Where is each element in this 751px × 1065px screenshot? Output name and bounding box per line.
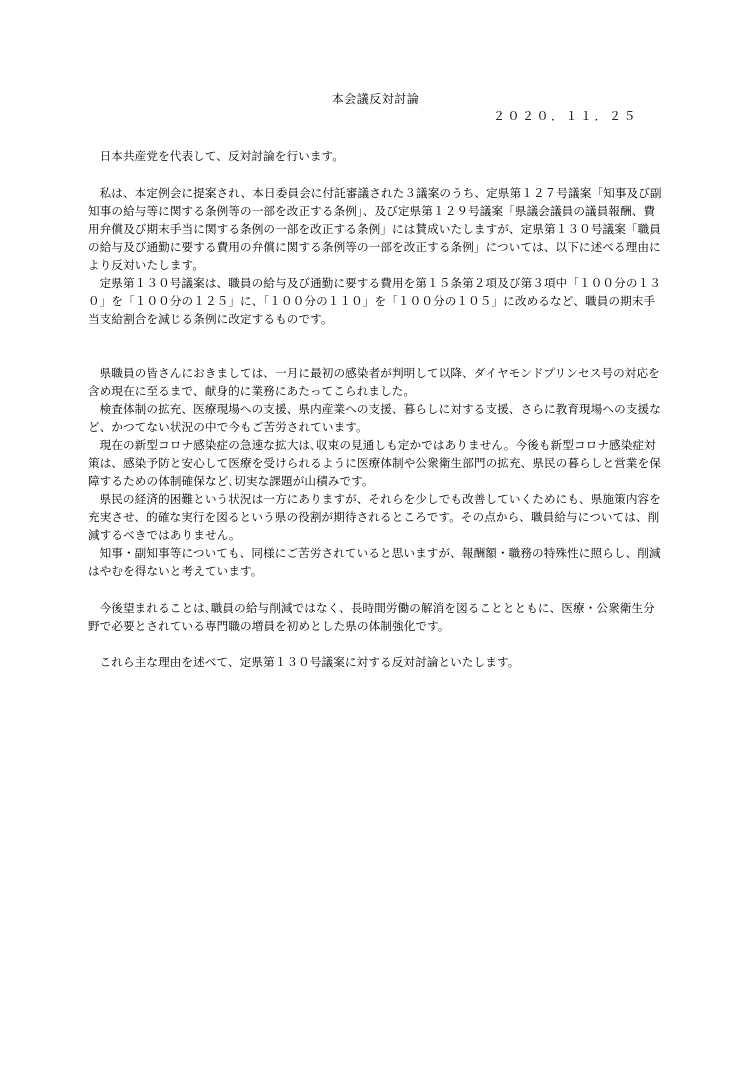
document-title: 本会議反対討論 <box>331 92 420 106</box>
paragraph-line: 知事・副知事等についても、同様にご苦労されていると思いますが、報酬額・職務の特殊性に照らし、削減はやむを得ないと考えています。 <box>88 546 661 578</box>
paragraph-line: 県職員の皆さんにおきましては、一月に最初の感染者が判明して以降、ダイヤモンドプリンセス号の対応を含め現在に至るまで、献身的に業務にあたってこられました。 <box>88 366 660 398</box>
paragraph-line: これら主な理由を述べて、定県第１３０号議案に対する反対討論といたします。 <box>99 655 520 669</box>
paragraph-line: 検査体制の拡充、医療現場への支援、県内産業への支援、暮らしに対する支援、さらに教育現場への支援など、かつてない状況の中で今もご苦労されています。 <box>88 402 661 434</box>
paragraph-bill-130-content <box>88 274 662 328</box>
intro-text: 日本共産党を代表して、反対討論を行います。 <box>99 149 345 163</box>
paragraph-line: 県民の経済的困難という状況は一方にありますが、それらを少しでも改善していくためにも、県施策内容を充実させ、的確な実行を図るという県の役割が期待されるところです。その点から、職員給与については、削減するべきではありません。 <box>88 492 661 542</box>
paragraph-supported-bills <box>88 184 662 274</box>
paragraph-staff-efforts <box>88 364 662 436</box>
intro-paragraph <box>88 147 662 165</box>
paragraph-line: 現在の新型コロナ感染症の急速な拡大は､収束の見通しも定かではありません。今後も新型コロナ感染症対策は、感染予防と安心して医療を受けられるように医療体制や公衆衛生部門の拡充、県民の暮らしと営業を保障するための体制確保など､切実な課題が山積みです。 <box>88 438 661 488</box>
paragraph-covid-situation <box>88 436 662 580</box>
document-date: ２０２０．１１．２５ <box>492 109 638 123</box>
paragraph-line: 定県第１３０号議案は、職員の給与及び通勤に要する費用を第１５条第２項及び第３項中「１００分の１３０」を「１００分の１２５」に、「１００分の１１０」を「１００分の１０５」に改めるなど、職員の期末手当支給割合を減じる条例に改定するものです。 <box>88 276 661 326</box>
paragraph-conclusion <box>88 653 662 671</box>
paragraph-line: 今後望まれることは､職員の給与削減ではなく、長時間労働の解消を図ることとともに、医療・公衆衛生分野で必要とされている専門職の増員を初めとした県の体制強化です。 <box>88 601 655 633</box>
paragraph-future-hopes <box>88 599 662 635</box>
paragraph-line: 私は、本定例会に提案され、本日委員会に付託審議された３議案のうち、定県第１２７号議案「知事及び副知事の給与等に関する条例等の一部を改正する条例」、及び定県第１２９号議案「県議会議員の議員報酬、費用弁償及び期末手当に関する条例の一部を改正する条例」には賛成いたしますが、定県第１３０号議案「職員の給与及び通勤に要する費用の弁償に関する条例等の一部を改正する条例」については、以下に述べる理由により反対いたします。 <box>88 186 662 272</box>
